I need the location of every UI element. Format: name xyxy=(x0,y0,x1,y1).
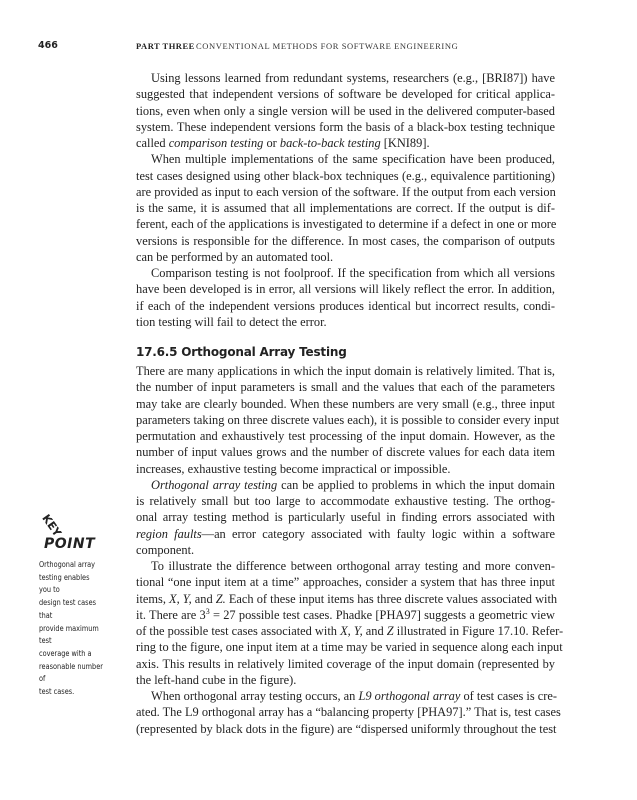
text-line xyxy=(136,607,555,623)
emphasis-text: Z xyxy=(386,624,394,638)
margin-note-line: provide maximum test xyxy=(39,623,99,646)
paragraph xyxy=(136,477,555,558)
text-line: Comparison testing is not foolproof. If the specification from which all versions xyxy=(151,266,555,280)
margin-note-line: reasonable number of xyxy=(39,661,103,684)
text-span: When orthogonal array testing occurs, an xyxy=(151,689,359,703)
paragraph xyxy=(136,363,560,477)
text-span: items, xyxy=(136,591,170,606)
text-line: suggested that independent versions of software be developed for critical applica- xyxy=(136,87,555,102)
margin-note xyxy=(39,559,103,699)
text-span: —an error category associated with faulty logic within a software xyxy=(201,526,556,541)
superscript: 3 xyxy=(205,606,210,616)
text-line: have been developed is in error, all versions will likely reflect the error. In addition, xyxy=(136,282,555,297)
emphasis-text: Orthogonal array testing xyxy=(151,477,278,492)
text-line: Using lessons learned from redundant systems, researchers (e.g., [BRI87]) have xyxy=(151,71,555,85)
text-line: are provided as input to each version of the software. If the output from each version xyxy=(136,184,556,199)
margin-note-line: design test cases that xyxy=(39,598,97,620)
text-line xyxy=(136,623,564,639)
text-span: illustrated in Figure 17.10. Refer- xyxy=(393,624,564,638)
text-line: number of input values grows and the number of discrete values for each data item xyxy=(136,445,555,460)
text-line xyxy=(136,135,555,151)
text-line: the left-hand cube in the figure). xyxy=(136,672,297,687)
text-span: called xyxy=(136,136,169,150)
page-number: 466 xyxy=(38,40,58,51)
text-line: tions, even when only a single version will be used in the delivered computer-based xyxy=(136,103,555,118)
margin-note-line: testing enables you to xyxy=(39,572,90,595)
text-line: test cases designed using other black-box techniques (e.g., equivalence partitioning) xyxy=(136,168,555,183)
text-line: if each of the independent versions produces identical but incorrect results, condi- xyxy=(136,298,555,313)
margin-note-line: coverage with a xyxy=(39,648,92,658)
text-line xyxy=(136,688,558,704)
text-line xyxy=(136,591,558,607)
text-line: versions is responsible for the difference. In most cases, the comparison of outputs xyxy=(136,233,555,248)
text-line: ring to the figure, one input item at a time may be varied in sequence along each input xyxy=(136,640,563,655)
text-span: = 27 possible test cases. Phadke [PHA97] suggests a geometric view xyxy=(209,607,555,622)
emphasis-text: comparison testing xyxy=(168,136,264,150)
paragraph xyxy=(136,558,564,688)
text-line: tional “one input item at a time” approaches, consider a system that has three input xyxy=(136,575,555,590)
text-line: can be performed by an automated tool. xyxy=(136,249,334,264)
text-line xyxy=(136,477,555,493)
text-span: and xyxy=(191,591,216,606)
text-span: and xyxy=(362,624,387,638)
text-line: the number of input parameters is small and the values that each of the parameters xyxy=(136,380,555,395)
text-line: When multiple implementations of the same specification have been produced, xyxy=(151,152,555,167)
running-header xyxy=(0,40,637,54)
text-line: axis. This results in relatively limited coverage of the input domain (represented by xyxy=(136,656,555,671)
text-span: of the possible test cases associated with xyxy=(136,624,341,638)
text-span: or xyxy=(263,136,280,150)
text-line: may take are clearly bounded. When these numbers are very small (e.g., three input xyxy=(136,396,555,411)
text-span: can be applied to problems in which the input domain xyxy=(277,477,555,492)
part-label: PART THREE xyxy=(136,41,195,51)
emphasis-text: X, Y, xyxy=(340,624,363,638)
paragraph xyxy=(136,265,555,330)
margin-note-line: Orthogonal array xyxy=(39,560,96,569)
text-line: system. These independent versions form the basis of a black-box testing technique xyxy=(136,119,555,134)
text-line xyxy=(136,526,555,542)
margin-note-line: test cases. xyxy=(39,687,75,697)
running-title: CONVENTIONAL METHODS FOR SOFTWARE ENGINEERING xyxy=(196,41,459,51)
text-span: it. There are 3 xyxy=(136,607,206,622)
key-label: KEY xyxy=(39,512,64,540)
emphasis-text: L9 orthogonal array xyxy=(358,689,461,703)
text-line: parameters taking on three discrete values each), it is possible to consider every input xyxy=(136,412,560,427)
emphasis-text: back-to-back testing xyxy=(279,136,381,150)
text-span: Each of these input items has three discrete values associated with xyxy=(225,591,558,606)
emphasis-text: X, Y, xyxy=(169,591,192,606)
body-text xyxy=(136,70,564,737)
text-line: To illustrate the difference between orthogonal array testing and more conven- xyxy=(151,559,555,573)
text-line: ferent, each of the applications is investigated to determine if a defect in one or more xyxy=(136,217,557,232)
paragraph xyxy=(136,70,555,151)
text-line: There are many applications in which the input domain is relatively limited. That is, xyxy=(136,364,555,378)
paragraph xyxy=(136,688,561,737)
text-line: permutation and exhaustively test processing of the input domain. However, as the xyxy=(136,429,555,443)
point-label: POINT xyxy=(44,536,96,552)
paragraph xyxy=(136,151,555,265)
text-line: increases, exhaustive testing become impractical or impossible. xyxy=(136,461,451,476)
text-line: component. xyxy=(136,542,195,557)
text-line: ated. The L9 orthogonal array has a “balancing property [PHA97].” That is, test cases xyxy=(136,705,561,720)
section-heading: 17.6.5 Orthogonal Array Testing xyxy=(136,345,347,359)
text-line: is the same, it is assumed that all implementations are correct. If the output is dif- xyxy=(136,201,555,215)
text-line: is relatively small but too large to accommodate exhaustive testing. The orthog- xyxy=(136,494,555,508)
text-span: [KNI89]. xyxy=(380,136,430,150)
key-point-icon xyxy=(36,512,106,554)
emphasis-text: Z. xyxy=(215,591,226,606)
text-line: (represented by black dots in the figure) are “dispersed uniformly throughout the test xyxy=(136,721,557,736)
text-span: of test cases is cre- xyxy=(460,689,558,703)
text-line: onal array testing method is particularly useful in finding errors associated with xyxy=(136,510,555,525)
text-line: tion testing will fail to detect the error. xyxy=(136,314,327,329)
emphasis-text: region faults xyxy=(136,526,202,541)
